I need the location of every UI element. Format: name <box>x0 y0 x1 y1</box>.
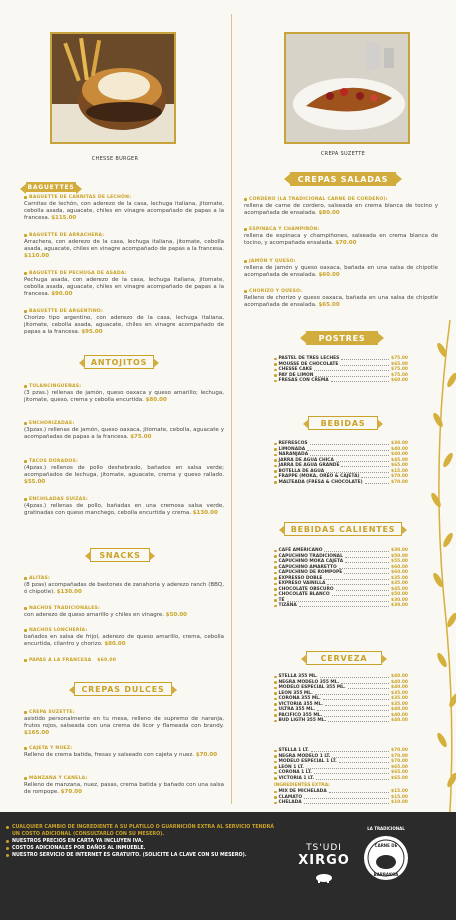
barbakoa-logo <box>360 826 412 886</box>
item-name: BAGUETTE DE CARNITAS DE LECHÓN: <box>24 195 224 200</box>
price-row: LEON 1 LT. $65.00 <box>274 765 408 771</box>
price-row: STELLA 1 LT. $70.00 <box>274 748 408 754</box>
menu-item-baguette-argentino <box>24 309 224 337</box>
section-title-bebidas-calientes: BEBIDAS CALIENTES <box>290 524 396 534</box>
item-name: CREPA SUZETTE: <box>24 710 224 715</box>
price-row: CAPUCHINO AMARETTO $60.00 <box>274 565 408 571</box>
item-name: JAMÓN Y QUESO: <box>244 259 438 264</box>
price-row: EXPRESSO DOBLE $35.00 <box>274 576 408 582</box>
section-title-snacks: SNACKS <box>99 550 141 560</box>
column-divider <box>231 14 232 804</box>
price-row: PAY DE LIMON $75.00 <box>274 373 408 379</box>
item-name: BAGUETTE DE PECHUGA DE ASADA: <box>24 271 224 276</box>
item-name: NACHOS LONCHERÍA: <box>24 628 224 633</box>
item-desc: Arrachera, con aderezo de la casa, lechuga italiana, jitomate, cebolla asada, aguacate, chiles en vinagre acompañado de papas a la francesa. $110.00 <box>24 239 224 260</box>
item-desc: rellena de carne de cordero, salseada en crema blanca de tocino y acompañada de ensalada. $80.00 <box>244 203 438 217</box>
price-row: CAPUCHINO DE ROMPOPE $60.00 <box>274 570 408 576</box>
price-row: VICTORIA 1 LT. $65.00 <box>274 776 408 782</box>
logo-top-text: TS'UDI <box>306 843 342 853</box>
logo-bottom-text: XIRGO <box>298 853 350 868</box>
section-banner-crepas-saladas <box>290 172 396 186</box>
price-row: NARANJADA $40.00 <box>274 452 408 458</box>
section-banner-crepas-dulces <box>74 682 172 696</box>
item-desc: (4pzas.) rellenas de pollo, bañadas en una cremosa salsa verde, gratinadas con queso manchego, cebolla encurtida y crema. $130.00 <box>24 503 224 517</box>
item-desc: rellena de jamón y queso oaxaca, bañada en una salsa de chipotle acompañada de ensalada. $60.00 <box>244 265 438 279</box>
price-row: BUD LIGTH 355 ML. $40.00 <box>274 718 408 724</box>
item-desc: Relleno de crema batida, fresas y salseado con cajeta y nuez. $70.00 <box>24 752 218 758</box>
menu-item-tacos-dorados <box>24 459 224 487</box>
price-row: MIX DE MICHELADA $15.00 <box>274 789 408 795</box>
item-name: TULANCINGUEÑAS: <box>24 384 224 389</box>
price-list-extras <box>274 783 408 806</box>
item-desc: (4pzas.) rellenos de pollo deshebrado, bañados en salsa verde; acompañados de lechuga, jitomate, aguacate, crema y queso rallado. $55.00 <box>24 465 224 486</box>
menu-item-nachos-lonceria <box>24 628 224 648</box>
price-row: PASTEL DE TRES LECHES $75.00 <box>274 356 408 362</box>
item-desc: rellena de espinaca y champiñones, salseada en crema blanca de tocino, y acompañada ensalada. $70.00 <box>244 233 438 247</box>
section-title-baguettes: BAGUETTES <box>27 183 75 191</box>
section-banner-antojitos <box>84 355 154 369</box>
menu-item-baguette-pechuga <box>24 271 224 299</box>
price-row: NEGRA MODELO 355 ML. $40.00 <box>274 680 408 686</box>
price-row: MODELO ESPECIAL 355 ML. $40.00 <box>274 685 408 691</box>
item-desc: asistido personalmente en tu mesa, relleno de supremo de naranja, frutos rojos, salseada con una crema de licor y flameada con brandy. $165.00 <box>24 716 224 737</box>
menu-item-alitas <box>24 576 224 596</box>
price-row: MOUSSE DE CHOCOLATE $65.00 <box>274 362 408 368</box>
logo2-mid-text: CARNE DE <box>374 843 398 848</box>
price-row: MALTEADA (FRESA & CHOCOLATE) $70.00 <box>274 480 408 486</box>
item-desc: con aderezo de queso amarillo y chiles en vinagre. $50.00 <box>24 612 187 618</box>
section-title-antojitos: ANTOJITOS <box>90 357 148 367</box>
section-banner-baguettes <box>26 182 76 192</box>
section-banner-postres <box>306 331 378 345</box>
item-desc: Pechuga asada, con aderezo de la casa, lechuga italiana, jitomate, cebolla asada, aguacate, chiles en vinagre acompañado de papas a la francesa. $90.00 <box>24 277 224 298</box>
price-row: CORONA 355 ML. $35.00 <box>274 696 408 702</box>
price-row: TIZANA $30.00 <box>274 603 408 609</box>
menu-item-crepa-jamon <box>244 259 438 279</box>
price-row: PACIFICO 355 ML. $40.00 <box>274 713 408 719</box>
menu-item-tulancinguenas <box>24 384 224 404</box>
price-row: MODELO ESPECIAL 1 LT. $70.00 <box>274 759 408 765</box>
menu-item-baguette-carnitas <box>24 195 224 223</box>
item-desc: (3 pzas.) rellenas de jamón, queso oaxaca y queso amarillo; lechuga, jitomate, queso, crema y cebolla encurtida. $80.00 <box>24 390 224 404</box>
item-name: BAGUETTE DE ARGENTINO: <box>24 309 224 314</box>
item-name: NACHOS TRADICIONALES: <box>24 606 224 611</box>
price-row: JARRA DE AGUA GRANDE $65.00 <box>274 463 408 469</box>
section-title-cerveza: CERVEZA <box>320 653 368 663</box>
item-desc: (3pzas.) rellenas de jamón, queso oaxaca, jitomate, cebolla, aguacate y acompañadas de papas a la francesa. $75.00 <box>24 427 224 441</box>
menu-item-manzana-canela <box>24 776 224 796</box>
section-banner-cerveza <box>306 651 382 665</box>
price-row: FRAPPE (MOKA, OREO & CAJETA) $70.00 <box>274 474 408 480</box>
logo2-bottom-text: BARBAKOA <box>373 872 399 877</box>
footer-notes <box>6 824 274 859</box>
section-banner-snacks <box>90 548 150 562</box>
crepa-suzette-caption: CREPA SUZETTE <box>320 151 366 157</box>
item-name: BAGUETTE DE ARRACHERA: <box>24 233 224 238</box>
footer-note: CUALQUIER CAMBIO DE INGREDIENTE A SU PLATILLO O GUARNICIÓN EXTRA AL SERVICIO TENDRÁ UN COSTO ADICIONAL (CONSULTARLO CON SU MESERO). <box>6 824 274 838</box>
section-title-postres: POSTRES <box>318 333 366 343</box>
item-name: ENCHILADAS SUIZAS: <box>24 497 224 502</box>
item-name: ENCHORIZADAS: <box>24 421 224 426</box>
footer-note: NUESTRO SERVICIO DE INTERNET ES GRATUITO. (SOLICITE LA CLAVE CON SU MESERO). <box>6 852 274 859</box>
item-desc: Relleno de manzana, nuez, pasas, crema batida y bañado con una salsa de rompope. $70.00 <box>24 782 224 796</box>
price-row: LEON 355 ML. $35.00 <box>274 691 408 697</box>
item-name: TACOS DORADOS: <box>24 459 224 464</box>
crepa-suzette-photo <box>284 32 410 144</box>
item-desc: bañados en salsa de frijol, aderezo de queso amarillo, crema, cebolla encurtida, cilantro y chorizo. $80.00 <box>24 634 224 648</box>
price-row: CHESSE CAKE $75.00 <box>274 367 408 373</box>
price-row: VICTORIA 355 ML. $35.00 <box>274 702 408 708</box>
section-title-bebidas: BEBIDAS <box>320 418 366 428</box>
menu-item-cajeta-nuez <box>24 746 224 759</box>
price-row: CHELADA $10.00 <box>274 800 408 806</box>
menu-item-crepa-suzette <box>24 710 224 738</box>
footer-note: COSTOS ADICIONALES POR DAÑOS AL INMUEBLE. <box>6 845 274 852</box>
menu-item-crepa-espinaca <box>244 227 438 247</box>
price-row: ULTRA 355 ML. $40.00 <box>274 707 408 713</box>
menu-item-crepa-cordero <box>244 197 438 217</box>
price-row: CAPUCHINO MOKA CAJETA $55.00 <box>274 559 408 565</box>
price-row: STELLA 355 ML. $40.00 <box>274 674 408 680</box>
price-row: FRESAS CON CREMA $60.00 <box>274 378 408 384</box>
item-desc: Carnitas de lechón, con aderezo de la casa, lechuga italiana, jitomate, cebolla asada, aguacate, chiles en vinagre acompañado de papas a la francesa. $115.00 <box>24 201 224 222</box>
section-title-crepas-dulces: CREPAS DULCES <box>81 684 165 694</box>
item-name: CORDERO (LA TRADICIONAL CARNE DE CORDERO): <box>244 197 438 202</box>
logo2-top-text: LA TRADICIONAL <box>367 826 405 831</box>
price-list-cerveza <box>274 674 408 724</box>
item-name: CAJETA Y NUEZ: <box>24 746 224 751</box>
cheese-burger-caption: CHESSE BURGER <box>91 156 139 162</box>
price-row: CORONA 1 LT. $65.00 <box>274 770 408 776</box>
section-banner-bebidas-calientes <box>284 522 402 536</box>
price-row: CLAMATO $15.00 <box>274 795 408 801</box>
price-row: CAPUCHINO TRADICIONAL $50.00 <box>274 554 408 560</box>
price-row: BOTELLA DE AGUA $15.00 <box>274 469 408 475</box>
price-row: CAFÉ AMERICANO $30.00 <box>274 548 408 554</box>
menu-item-nachos-tradicionales <box>24 606 224 619</box>
price-row: CHOCOLATE OBSCURO $45.00 <box>274 587 408 593</box>
extras-title: INGREDIENTES EXTRA: <box>274 783 330 788</box>
tsudi-xirgo-logo <box>298 843 350 887</box>
cheese-burger-photo <box>50 32 176 144</box>
footer-note: NUESTROS PRECIOS EN CARTA YA INCLUYEN IVA. <box>6 838 274 845</box>
menu-item-enchorizadas <box>24 421 224 441</box>
item-desc: Relleno de chorizo y queso oaxaca, bañada en una salsa de chipotle acompañada de ensalada. $65.00 <box>244 295 438 309</box>
menu-item-enchiladas-suizas <box>24 497 224 517</box>
item-name: ESPINACA Y CHAMPIÑÓN: <box>244 227 438 232</box>
item-name: PAPAS A LA FRANCESA $60.00 <box>24 658 224 663</box>
menu-item-baguette-arrachera <box>24 233 224 261</box>
menu-item-crepa-chorizo <box>244 289 438 309</box>
price-row: CHOCOLATE BLANCO $50.00 <box>274 592 408 598</box>
item-desc: Chorizo tipo argentino, con aderezo de la casa, lechuga italiana, jitomate, cebolla asada, aguacate, chiles en vinagre acompañado de papas a la francesa. $95.00 <box>24 315 224 336</box>
item-desc: (8 pzas) acompañadas de bastones de zanahoria y aderezo ranch (BBQ, ó chipotle). $130.00 <box>24 582 224 596</box>
price-row: JARRA DE AGUA CHICA $45.00 <box>274 458 408 464</box>
section-title-crepas-saladas: CREPAS SALADAS <box>297 174 389 184</box>
price-list-cerveza-1l <box>274 748 408 781</box>
price-row: REFRESCOS $30.00 <box>274 441 408 447</box>
pig-icon <box>314 873 334 883</box>
item-name: ALITAS: <box>24 576 224 581</box>
price-row: EXPRESO VAINILLA $35.00 <box>274 581 408 587</box>
item-name: MANZANA Y CANELA: <box>24 776 224 781</box>
price-list-bebidas <box>274 441 408 485</box>
price-list-postres <box>274 356 408 384</box>
price-row: LIMONADA $40.00 <box>274 447 408 453</box>
section-banner-bebidas <box>308 416 378 430</box>
menu-item-papas-francesa <box>24 658 224 663</box>
item-name: CHORIZO Y QUESO: <box>244 289 438 294</box>
price-list-bebidas-calientes <box>274 548 408 609</box>
price-row: NEGRA MODELO 1 LT. $70.00 <box>274 754 408 760</box>
price-row: TÉ $30.00 <box>274 598 408 604</box>
